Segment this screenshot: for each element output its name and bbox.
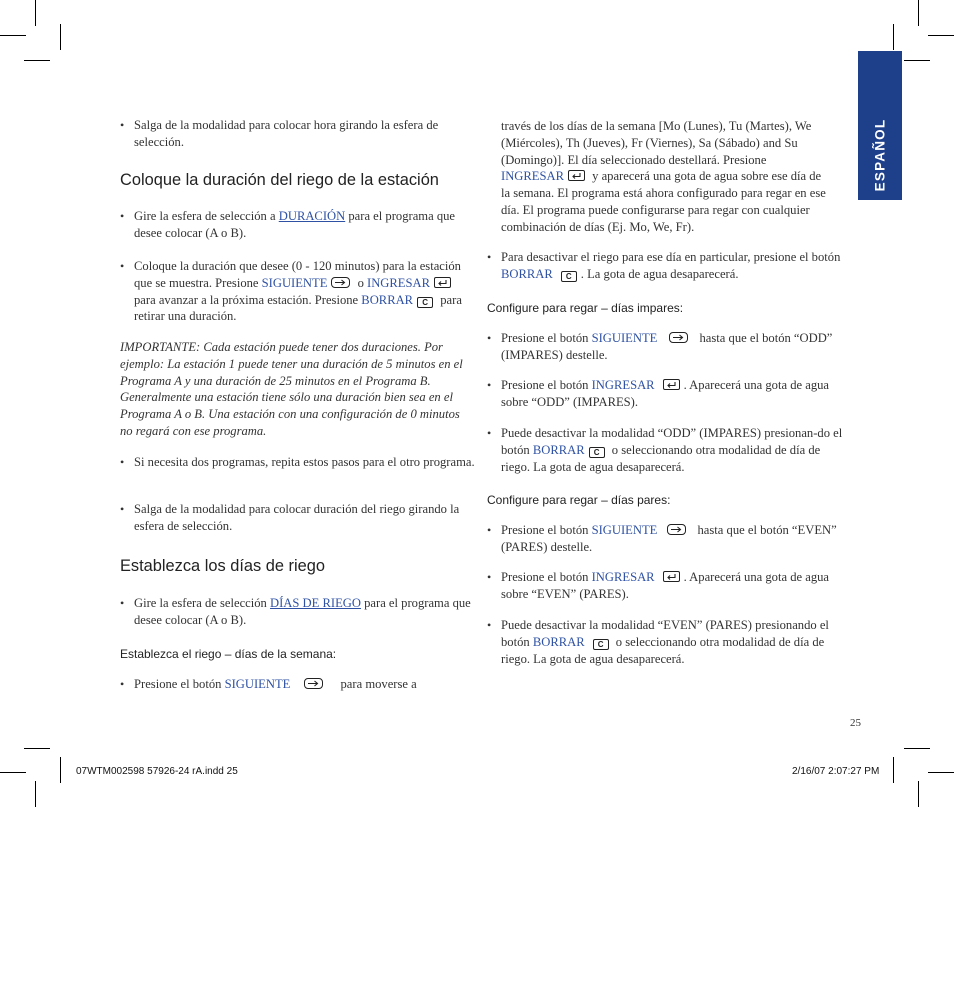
crop-mark: [893, 24, 894, 50]
crop-mark: [0, 772, 26, 773]
dial-position-duracion: DURACIÓN: [278, 209, 346, 223]
clear-key-icon: C: [561, 271, 577, 282]
subheading-odd-days: Configure para regar – días impares:: [487, 301, 684, 315]
crop-mark: [904, 748, 930, 749]
list-item: • Presione el botón INGRESAR . Aparecerá una gota de agua sobre “ODD” (IMPARES).: [487, 377, 847, 411]
list-item: • Gire la esfera de selección DÍAS DE RIEGO para el programa que desee colocar (A o B).: [120, 595, 479, 629]
crop-mark: [0, 35, 26, 36]
list-item: • Puede desactivar la modalidad “EVEN” (PARES) presionando el botón BORRAR C o seleccionando otra modalidad de día de riego. La gota de agua desaparecerá.: [487, 617, 847, 667]
language-tab: [858, 51, 902, 200]
next-key-icon: [667, 524, 686, 535]
crop-mark: [24, 60, 50, 61]
crop-mark: [60, 24, 61, 50]
list-item: • Presione el botón SIGUIENTE hasta que el botón “ODD” (IMPARES) destelle.: [487, 330, 847, 364]
crop-mark: [35, 781, 36, 807]
dial-position-dias-de-riego: DÍAS DE RIEGO: [270, 596, 361, 610]
crop-mark: [904, 60, 930, 61]
clear-key-icon: C: [589, 447, 605, 458]
next-key-icon: [331, 277, 350, 288]
list-item: • Salga de la modalidad para colocar hora girando la esfera de selección.: [120, 117, 479, 151]
page-number: 25: [850, 717, 861, 729]
section-heading-duration: Coloque la duración del riego de la estación: [120, 171, 439, 189]
next-key-icon: [669, 332, 688, 343]
subheading-even-days: Configure para regar – días pares:: [487, 493, 671, 507]
crop-mark: [893, 757, 894, 783]
clear-key-icon: C: [417, 297, 433, 308]
list-item: • Puede desactivar la modalidad “ODD” (IMPARES) presionan-do el botón BORRAR C o seleccionando otra modalidad de día de riego. La gota de agua desaparecerá.: [487, 425, 847, 475]
next-key-icon: [304, 678, 323, 689]
clear-key-icon: C: [593, 639, 609, 650]
list-item: • Gire la esfera de selección a DURACIÓN para el programa que desee colocar (A o B).: [120, 208, 479, 242]
crop-mark: [35, 0, 36, 26]
list-item: • Presione el botón INGRESAR . Aparecerá una gota de agua sobre “EVEN” (PARES).: [487, 569, 847, 603]
crop-mark: [918, 0, 919, 26]
list-item: • Salga de la modalidad para colocar duración del riego girando la esfera de selección.: [120, 501, 479, 535]
important-note: IMPORTANTE: Cada estación puede tener dos duraciones. Por ejemplo: La estación 1 puede tener una duración de 5 minutos en el Programa A y una duración de 25 minutos en el Programa B. Generalmente una estación tiene sólo una duración bien sea en el Programa A o B. Una estación con una configuración de 0 minutos no regará con ese programa.: [120, 340, 463, 438]
subheading-weekdays: Establezca el riego – días de la semana:: [120, 647, 337, 661]
enter-key-icon: [663, 571, 680, 582]
crop-mark: [928, 772, 954, 773]
enter-key-icon: [568, 170, 585, 181]
file-slug: 07WTM002598 57926-24 rA.indd 25: [76, 766, 238, 777]
crop-mark: [60, 757, 61, 783]
enter-key-icon: [434, 277, 451, 288]
paragraph-weekdays-continued: través de los días de la semana [Mo (Lunes), Tu (Martes), We (Miércoles), Th (Jueves), Fr (Viernes), Sa (Sábado) and Su (Domingo)]. El día seleccionado destellará. Presione INGRESAR y aparecerá una gota de agua sobre ese día de la semana. El programa está ahora configurado para regar en ese día. El programa puede configurarse para regar con cualquier combinación de días (Ej. Mo, We, Fr).: [501, 119, 826, 234]
list-item: • Para desactivar el riego para ese día en particular, presione el botón BORRAR C . La gota de agua desaparecerá.: [487, 249, 847, 283]
enter-key-icon: [663, 379, 680, 390]
list-item: • Si necesita dos programas, repita estos pasos para el otro programa.: [120, 454, 479, 471]
crop-mark: [24, 748, 50, 749]
crop-mark: [918, 781, 919, 807]
list-item: • Presione el botón SIGUIENTE hasta que el botón “EVEN” (PARES) destelle.: [487, 522, 847, 556]
crop-mark: [928, 35, 954, 36]
list-item: • Presione el botón SIGUIENTE para moverse a: [120, 676, 479, 693]
language-tab-label: ESPAÑOL: [872, 118, 888, 192]
section-heading-days: Establezca los días de riego: [120, 557, 326, 575]
list-item: • Coloque la duración que desee (0 - 120 minutos) para la estación que se muestra. Presione SIGUIENTE o INGRESAR para avanzar a la próxima estación. Presione BORRAR C para retirar una duración.: [120, 258, 479, 325]
timestamp-slug: 2/16/07 2:07:27 PM: [792, 766, 880, 777]
